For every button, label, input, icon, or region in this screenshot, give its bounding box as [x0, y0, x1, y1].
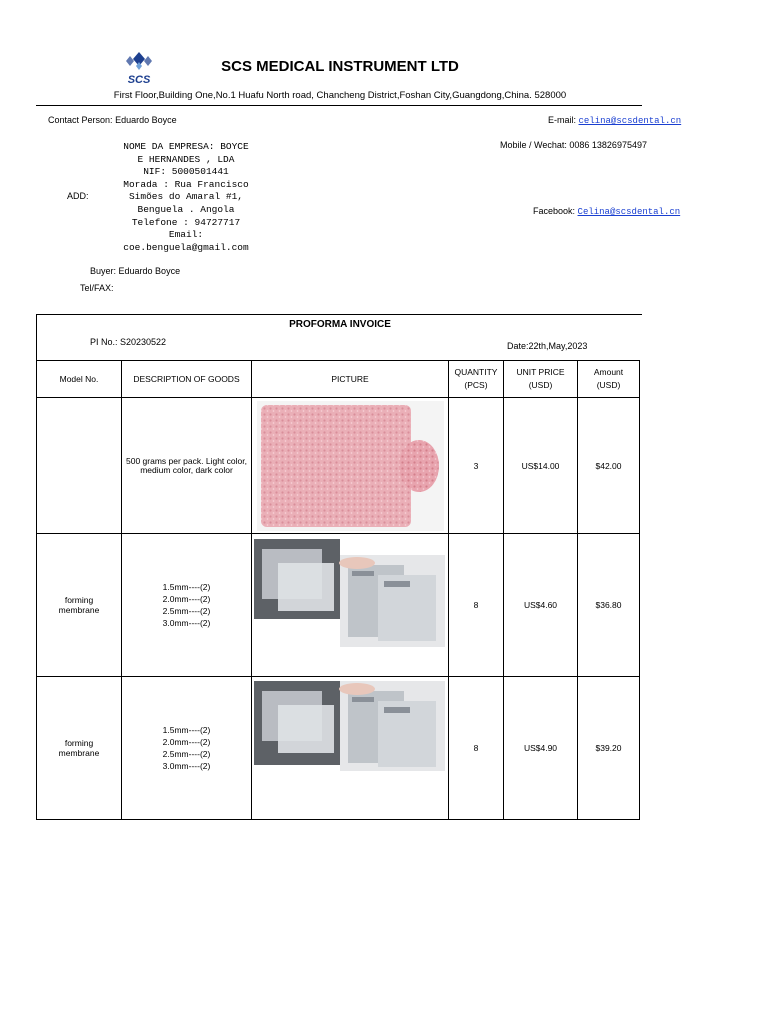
mobile-value: 0086 13826975497 — [569, 140, 647, 150]
address-line: NOME DA EMPRESA: BOYCE — [123, 141, 249, 152]
header-unit-price-line2: (USD) — [528, 380, 553, 390]
spec-line: 1.5mm----(2) — [162, 725, 211, 735]
header-model: Model No. — [37, 361, 122, 398]
header-description: DESCRIPTION OF GOODS — [122, 361, 252, 398]
mobile-row — [500, 140, 647, 150]
telfax-label: Tel/FAX: — [80, 283, 114, 293]
spec-line: 3.0mm----(2) — [162, 618, 211, 628]
buyer-row — [90, 266, 180, 276]
product-image-membrane — [252, 534, 449, 677]
spec-line: 2.0mm----(2) — [162, 594, 211, 604]
address-line: Email: — [168, 229, 204, 241]
email-link[interactable]: celina@scsdental.cn — [578, 116, 682, 126]
row-specs — [122, 677, 252, 820]
address-line: Morada : Rua Francisco — [123, 178, 249, 190]
row-unit-price: US$4.90 — [504, 677, 578, 820]
address-line: Benguela . Angola — [137, 203, 235, 215]
facebook-row — [533, 206, 680, 217]
table-row — [37, 677, 640, 820]
address-line: Telefone : 94727717 — [131, 216, 241, 228]
product-image-membrane — [252, 677, 449, 820]
invoice-title: PROFORMA INVOICE — [289, 319, 391, 330]
row-model — [37, 677, 122, 820]
buyer-address-block — [120, 141, 252, 254]
email-label: E-mail: — [548, 115, 577, 125]
header-unit-price-line1: UNIT PRICE — [516, 367, 565, 377]
header-amount — [578, 361, 640, 398]
spec-line: 2.5mm----(2) — [162, 749, 211, 759]
row-amount: $39.20 — [578, 677, 640, 820]
address-line: coe.benguela@gmail.com — [123, 241, 249, 253]
header-unit-price — [504, 361, 578, 398]
row-model-line1: forming — [64, 595, 94, 605]
row-unit-price: US$4.60 — [504, 534, 578, 677]
row-quantity: 3 — [449, 398, 504, 534]
header-quantity — [449, 361, 504, 398]
row-quantity: 8 — [449, 677, 504, 820]
row-model-line1: forming — [64, 738, 94, 748]
header-divider — [36, 105, 642, 106]
contact-person — [48, 115, 177, 125]
spec-line: 2.0mm----(2) — [162, 737, 211, 747]
row-amount: $42.00 — [578, 398, 640, 534]
contact-person-value: Eduardo Boyce — [115, 115, 177, 125]
header-amount-line2: (USD) — [596, 380, 621, 390]
row-amount: $36.80 — [578, 534, 640, 677]
facebook-label: Facebook: — [533, 206, 576, 216]
email-row — [548, 115, 681, 126]
header-quantity-line1: QUANTITY — [454, 367, 498, 377]
buyer-value: Eduardo Boyce — [118, 266, 181, 276]
company-address: First Floor,Building One,No.1 Huafu North road, Chancheng District,Foshan City,Guangdong,China. 528000 — [113, 90, 567, 101]
product-image-pink-resin — [252, 398, 449, 534]
facebook-link[interactable]: Celina@scsdental.cn — [577, 207, 681, 217]
pi-number: PI No.: S20230522 — [90, 337, 167, 347]
table-row — [37, 534, 640, 677]
row-model — [37, 398, 122, 534]
company-logo — [118, 50, 160, 90]
row-model-line2: membrane — [58, 605, 100, 615]
address-line: E HERNANDES , LDA — [137, 153, 235, 165]
company-name: SCS MEDICAL INSTRUMENT LTD — [221, 58, 459, 75]
invoice-date: Date:22th,May,2023 — [507, 341, 588, 351]
buyer-label: Buyer: — [90, 266, 117, 276]
spec-line: 1.5mm----(2) — [162, 582, 211, 592]
header-picture: PICTURE — [252, 361, 449, 398]
spec-line: 3.0mm----(2) — [162, 761, 211, 771]
table-row — [37, 398, 640, 534]
mobile-label: Mobile / Wechat: — [500, 140, 567, 150]
table-header-row — [37, 361, 640, 398]
row-quantity: 8 — [449, 534, 504, 677]
row-model — [37, 534, 122, 677]
contact-person-label: Contact Person: — [48, 115, 113, 125]
row-model-line2: membrane — [58, 748, 100, 758]
add-label: ADD: — [67, 191, 89, 201]
goods-table — [36, 360, 640, 820]
header-quantity-line2: (PCS) — [464, 380, 488, 390]
logo-text: SCS — [127, 74, 151, 86]
row-unit-price: US$14.00 — [504, 398, 578, 534]
spec-line: 2.5mm----(2) — [162, 606, 211, 616]
row-description: 500 grams per pack. Light color, medium color, dark color — [122, 398, 252, 534]
header-amount-line1: Amount — [593, 367, 624, 377]
row-specs — [122, 534, 252, 677]
address-line: Simões do Amaral #1, — [128, 191, 244, 203]
address-line: NIF: 5000501441 — [143, 166, 229, 178]
